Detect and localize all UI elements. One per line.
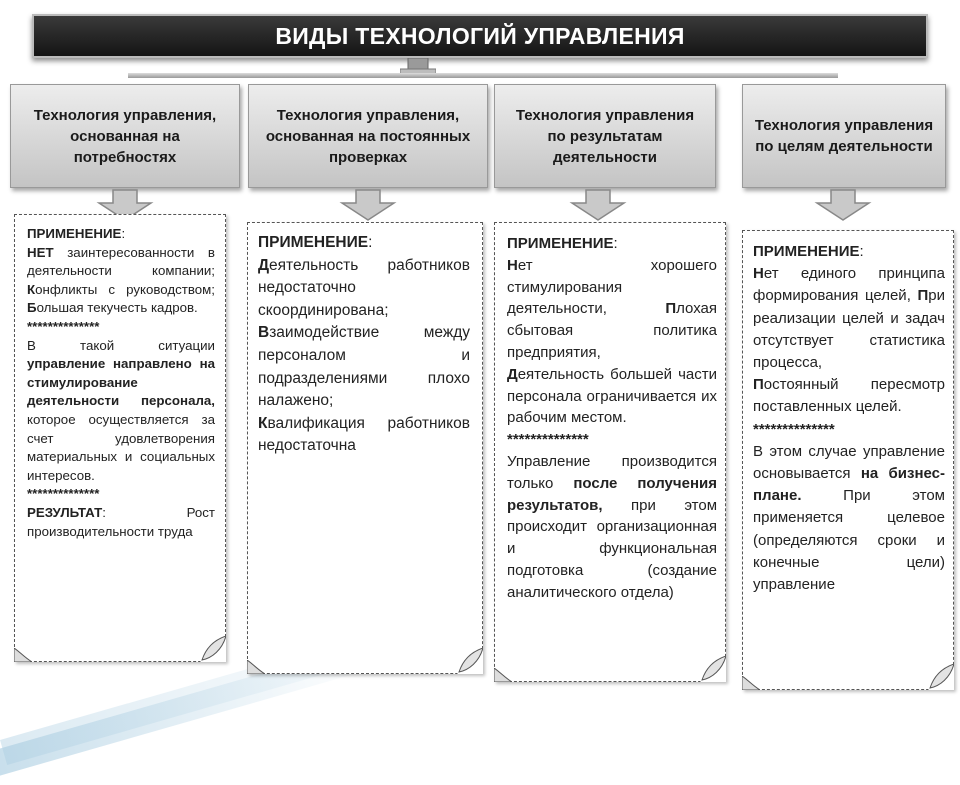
note-bold-text: ************** bbox=[27, 318, 100, 334]
note-text-run: еятельность большей части персонала ограничивается их рабочим местом. bbox=[507, 365, 717, 427]
note-bold-text: ПРИМЕНЕНИЕ bbox=[258, 234, 369, 251]
note-bold-text: НЕТ bbox=[27, 244, 54, 260]
note-text-run: При этом применяется целевое (определяются сроки и конечные цели) управление bbox=[753, 487, 945, 594]
note-goals bbox=[742, 230, 954, 690]
note-paragraph bbox=[27, 318, 215, 337]
note-text-run: В такой ситуации bbox=[27, 337, 215, 353]
note-paragraph bbox=[27, 244, 215, 318]
note-bold-text: ПРИМЕНЕНИЕ bbox=[753, 243, 860, 260]
note-paragraph bbox=[507, 364, 717, 429]
note-text-run: : Рост производительности труда bbox=[27, 504, 215, 539]
note-paragraph bbox=[507, 451, 717, 604]
note-text bbox=[15, 215, 225, 541]
note-bold-text: РЕЗУЛЬТАТ bbox=[27, 504, 103, 520]
note-heading bbox=[753, 241, 945, 263]
note-paragraph bbox=[753, 419, 945, 441]
page-curl-icon bbox=[247, 660, 265, 674]
note-text-run: остоянный пересмотр поставленных целей. bbox=[753, 376, 945, 416]
note-paragraph bbox=[258, 255, 470, 323]
tech-box-needs bbox=[10, 84, 240, 188]
note-bold-text: управление направлено на стимулирование деятельности персонала, bbox=[27, 356, 215, 409]
note-bold-text: Н bbox=[753, 265, 764, 283]
note-text-run: ет единого принципа формирования целей, bbox=[753, 265, 945, 305]
note-bold-text: Д bbox=[507, 365, 518, 383]
note-bold-text: В bbox=[258, 324, 270, 342]
note-checks bbox=[247, 222, 483, 674]
note-text-run: : bbox=[613, 235, 618, 252]
tech-box-goals bbox=[742, 84, 946, 188]
note-bold-text: П bbox=[665, 300, 677, 318]
note-bold-text: ************** bbox=[753, 420, 835, 438]
note-bold-text: К bbox=[27, 281, 36, 297]
note-text-run: лохая сбытовая политика предприятия, bbox=[507, 300, 717, 361]
note-paragraph bbox=[507, 429, 717, 451]
tech-label: Технология управления, основанная на постоянных проверках bbox=[265, 106, 471, 166]
note-heading bbox=[27, 225, 215, 244]
note-paragraph bbox=[507, 255, 717, 364]
connector-bar bbox=[128, 73, 838, 78]
down-arrow-icon bbox=[568, 188, 628, 222]
page-title: ВИДЫ ТЕХНОЛОГИЙ УПРАВЛЕНИЯ bbox=[275, 22, 685, 49]
page-curl-icon bbox=[200, 636, 226, 662]
note-bold-text: П bbox=[917, 287, 929, 305]
page-curl-icon bbox=[494, 668, 512, 682]
note-results bbox=[494, 222, 726, 682]
page-curl-icon bbox=[14, 648, 32, 662]
note-text-run: ет хорошего стимулирования деятельности, bbox=[507, 256, 717, 318]
page-curl-icon bbox=[700, 656, 726, 682]
note-bold-text: ************** bbox=[507, 431, 589, 449]
note-text-run: заимодействие между персоналом и подразделениями плохо налажено; bbox=[258, 324, 470, 410]
note-bold-text: ПРИМЕНЕНИЕ bbox=[507, 235, 614, 252]
page-curl-icon bbox=[457, 648, 483, 674]
tech-box-results bbox=[494, 84, 716, 188]
note-text bbox=[743, 231, 953, 596]
page-curl-icon bbox=[928, 664, 954, 690]
note-heading bbox=[507, 233, 717, 255]
page-title-banner bbox=[32, 14, 928, 58]
down-arrow-icon bbox=[813, 188, 873, 222]
note-text-run: заинтересованности в деятельности компании; bbox=[27, 244, 215, 279]
note-bold-text: на бизнес-плане. bbox=[753, 465, 945, 505]
note-text bbox=[248, 223, 482, 458]
note-bold-text: ПРИМЕНЕНИЕ bbox=[27, 226, 122, 241]
note-bold-text: Д bbox=[258, 256, 270, 274]
note-bold-text: К bbox=[258, 414, 268, 432]
note-text-run: еятельность работников недостаточно скоординирована; bbox=[258, 256, 470, 319]
note-text-run: при этом происходит организационная и функциональная подготовка (создание аналитического отдела) bbox=[507, 496, 717, 601]
note-paragraph bbox=[753, 263, 945, 374]
note-needs bbox=[14, 214, 226, 662]
note-paragraph bbox=[258, 413, 470, 458]
note-paragraph bbox=[258, 322, 470, 412]
note-heading bbox=[258, 232, 470, 255]
note-text-run: онфликты с руководством; bbox=[35, 281, 215, 297]
note-text-run: : bbox=[121, 226, 126, 241]
page-curl-icon bbox=[742, 676, 760, 690]
note-paragraph bbox=[753, 441, 945, 596]
note-bold-text: Н bbox=[507, 256, 518, 274]
note-text-run: Управление производится только bbox=[507, 452, 717, 492]
note-paragraph bbox=[753, 374, 945, 418]
tech-label: Технология управления по целям деятельности bbox=[754, 117, 934, 155]
note-bold-text: после получения результатов, bbox=[507, 474, 717, 514]
note-bold-text: ************** bbox=[27, 486, 100, 502]
note-text-run: : bbox=[859, 243, 864, 260]
note-text-run: ольшая текучесть кадров. bbox=[36, 300, 198, 316]
note-text-run: валификация работников недостаточна bbox=[258, 414, 470, 455]
note-paragraph bbox=[27, 337, 215, 486]
down-arrow-icon bbox=[338, 188, 398, 222]
tech-label: Технология управления по результатам деятельности bbox=[515, 106, 695, 166]
note-bold-text: Б bbox=[27, 300, 37, 316]
note-text-run: В этом случае управление основывается bbox=[753, 442, 945, 483]
note-text-run: : bbox=[368, 234, 373, 251]
note-text-run: ри реализации целей и задач отсутствует статистика процесса, bbox=[753, 287, 945, 372]
note-paragraph bbox=[27, 504, 215, 541]
note-text bbox=[495, 223, 725, 604]
tech-box-checks bbox=[248, 84, 488, 188]
note-text-run: которое осуществляется за счет удовлетворения материальных и социальных интересов. bbox=[27, 411, 215, 483]
note-bold-text: П bbox=[753, 376, 764, 394]
tech-label: Технология управления, основанная на потребностях bbox=[33, 106, 217, 166]
note-paragraph bbox=[27, 485, 215, 504]
